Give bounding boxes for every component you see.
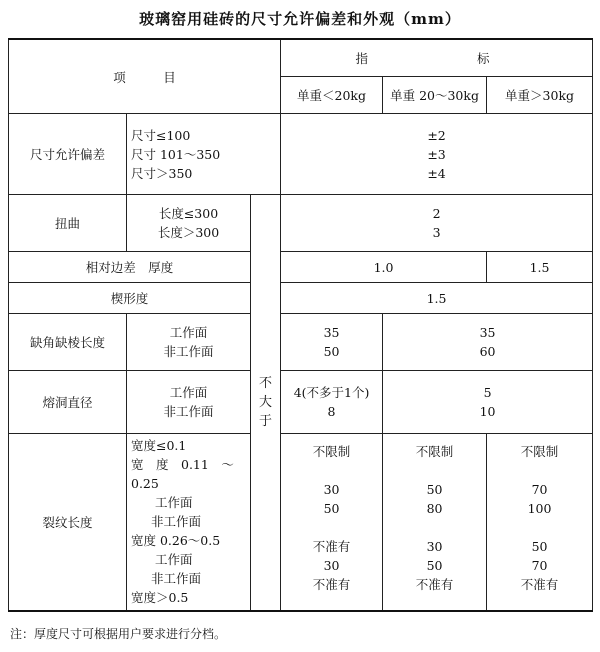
header-row [9,39,593,77]
footnote: 注：厚度尺寸可根据用户要求进行分档。 [10,627,227,641]
vals-crack-1: 不限制 30 50 不准有 30 不准有 [281,434,383,612]
not-more-than: 不 大 于 [251,195,281,612]
val-edge-diff-3: 1.5 [487,252,593,283]
header-item: 项 目 [9,39,281,114]
label-wedge: 楔形度 [9,283,251,314]
val-wedge: 1.5 [281,283,593,314]
label-edge-diff: 相对边差 厚度 [9,252,251,283]
vals-crack-2: 不限制 50 80 30 50 不准有 [383,434,487,612]
row-melt [9,371,593,434]
row-corner [9,314,593,371]
vals-crack-3: 不限制 70 100 50 70 不准有 [487,434,593,612]
vals-melt-23: 5 10 [383,371,593,434]
subs-melt: 工作面 非工作面 [127,371,251,434]
header-indicator: 指 标 [281,39,593,77]
row-crack [9,434,593,612]
row-warp [9,195,593,252]
val-edge-diff-12: 1.0 [281,252,487,283]
label-crack: 裂纹长度 [9,434,127,612]
subs-corner: 工作面 非工作面 [127,314,251,371]
header-weight-gt30: 单重＞30kg [487,77,593,114]
vals-size-deviation: ±2 ±3 ±4 [281,114,593,195]
label-warp: 扭曲 [9,195,127,252]
row-size-deviation [9,114,593,195]
label-melt: 熔洞直径 [9,371,127,434]
row-edge-diff [9,252,593,283]
row-wedge [9,283,593,314]
vals-warp: 2 3 [281,195,593,252]
vals-corner-1: 35 50 [281,314,383,371]
table-title: 玻璃窑用硅砖的尺寸允许偏差和外观（mm） [139,10,461,28]
subs-warp: 长度≤300 长度＞300 [127,195,251,252]
subs-size-deviation: 尺寸≤100 尺寸 101～350 尺寸＞350 [127,114,281,195]
vals-melt-1: 4(不多于1个) 8 [281,371,383,434]
label-size-deviation: 尺寸允许偏差 [9,114,127,195]
spec-table [8,38,593,612]
header-weight-lt20: 单重＜20kg [281,77,383,114]
header-weight-20-30: 单重 20～30kg [383,77,487,114]
label-corner: 缺角缺棱长度 [9,314,127,371]
subs-crack: 宽度≤0.1 宽 度 0.11 ～ 0.25 工作面 非工作面 宽度 0.26～0.5 工作面 非工作面 宽度＞0.5 [127,434,251,612]
vals-corner-23: 35 60 [383,314,593,371]
